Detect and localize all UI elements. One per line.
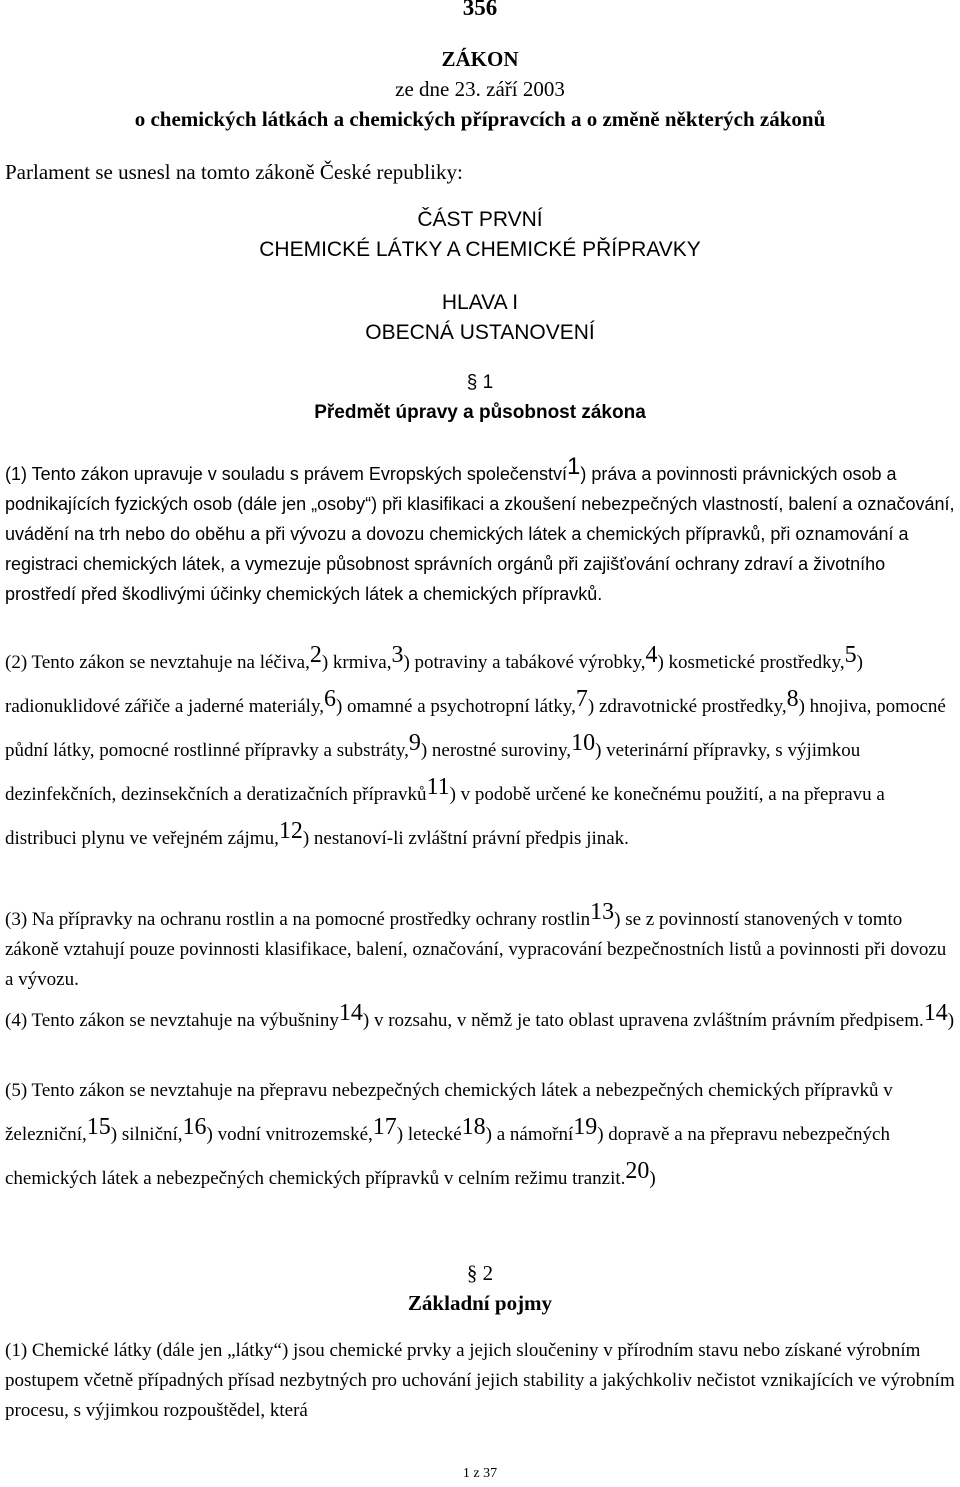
- preamble: Parlament se usnesl na tomto zákoně České republiky:: [5, 160, 463, 184]
- footnote-ref[interactable]: 4: [645, 642, 658, 668]
- footnote-ref[interactable]: 13: [590, 899, 615, 925]
- law-heading: [0, 44, 960, 134]
- footnote-ref[interactable]: 6: [323, 686, 336, 712]
- footnote-ref[interactable]: 7: [575, 686, 588, 712]
- chapter-title: OBECNÁ USTANOVENÍ: [365, 321, 595, 344]
- section-2-heading: [0, 1258, 960, 1318]
- section-1-title: Předmět úpravy a působnost zákona: [314, 402, 646, 423]
- section-1-paragraph-3: (3) Na přípravky na ochranu rostlin a na pomocné prostředky ochrany rostlin13) se z povinností stanovených v tomto zákoně vztahují pouze povinnosti klasifikace, balení, označování, vypracování bezpečnostních listů a povinnosti při dovozu a vývozu.: [5, 899, 947, 990]
- footnote-ref[interactable]: 19: [573, 1114, 598, 1140]
- footnote-ref[interactable]: 18: [461, 1114, 486, 1140]
- footnote-ref[interactable]: 20: [625, 1158, 650, 1184]
- page-footer: 1 z 37: [462, 1466, 498, 1481]
- section-2-number: § 2: [466, 1261, 494, 1285]
- chapter-number: HLAVA I: [441, 291, 519, 314]
- footnote-ref[interactable]: 15: [86, 1114, 111, 1140]
- footnote-ref[interactable]: 11: [426, 774, 450, 800]
- footnote-ref[interactable]: 9: [408, 730, 421, 756]
- section-1-number: § 1: [466, 372, 494, 393]
- part-number: ČÁST PRVNÍ: [417, 208, 543, 231]
- part-heading: [0, 205, 960, 265]
- section-1-paragraph-5: (5) Tento zákon se nevztahuje na přepravu nebezpečných chemických látek a nebezpečných chemických přípravků v železniční,15) silniční,16) vodní vnitrozemské,17) letecké18) a námořní19) dopravě a na přepravu nebezpečných chemických látek a nebezpečných chemických přípravků v celním režimu tranzit.20): [5, 1080, 893, 1189]
- footnote-ref[interactable]: 12: [278, 818, 303, 844]
- footnote-ref[interactable]: 14: [338, 1000, 363, 1026]
- chapter-heading: [0, 288, 960, 348]
- section-1-heading: [0, 368, 960, 428]
- section-1-paragraph-2: (2) Tento zákon se nevztahuje na léčiva,2) krmiva,3) potraviny a tabákové výrobky,4) kosmetické prostředky,5) radionuklidové zářiče a jaderné materiály,6) omamné a psychotropní látky,7) zdravotnické prostředky,8) hnojiva, pomocné půdní látky, pomocné rostlinné přípravky a substráty,9) nerostné suroviny,10) veterinární přípravky, s výjimkou dezinfekčních, dezinsekčních a deratizačních přípravků11) v podobě určené ke konečnému použití, a na přepravu a distribuci plynu ve veřejném zájmu,12) nestanoví-li zvláštní právní předpis jinak.: [5, 642, 946, 849]
- footnote-ref[interactable]: 8: [786, 686, 799, 712]
- footnote-ref[interactable]: 5: [844, 642, 857, 668]
- section-1-paragraph-1: (1) Tento zákon upravuje v souladu s právem Evropských společenství1) práva a povinnosti právnických osob a podnikajících fyzických osob (dále jen „osoby“) při klasifikaci a zkoušení nebezpečných vlastností, balení a označování, uvádění na trh nebo do oběhu a při vývozu a dovozu chemických látek a chemických přípravků, při oznamování a registraci chemických látek, a vymezuje působnost správních orgánů při zajišťování ochrany zdraví a životního prostředí před škodlivými účinky chemických látek a chemických přípravků.: [5, 453, 955, 604]
- footnote-ref[interactable]: 10: [571, 730, 596, 756]
- footnote-ref[interactable]: 14: [923, 1000, 948, 1026]
- section-2-paragraph-1: (1) Chemické látky (dále jen „látky“) jsou chemické prvky a jejich sloučeniny v přírodním stavu nebo získané výrobním postupem včetně případných přísad nezbytných pro uchování jejich stability a jakýchkoliv nečistot vznikajících ve výrobním procesu, s výjimkou rozpouštědel, která: [5, 1340, 955, 1421]
- law-date: ze dne 23. září 2003: [395, 77, 565, 101]
- section-2-title: Základní pojmy: [407, 1291, 553, 1315]
- part-title: CHEMICKÉ LÁTKY A CHEMICKÉ PŘÍPRAVKY: [259, 238, 701, 261]
- law-subject: o chemických látkách a chemických přípravcích a o změně některých zákonů: [134, 107, 826, 131]
- document-number: 356: [462, 0, 498, 20]
- law-title: ZÁKON: [441, 47, 519, 71]
- footnote-ref[interactable]: 3: [391, 642, 404, 668]
- footnote-ref[interactable]: 2: [309, 642, 322, 668]
- footnote-ref[interactable]: 1: [566, 453, 581, 480]
- footnote-ref[interactable]: 17: [372, 1114, 397, 1140]
- footnote-ref[interactable]: 16: [182, 1114, 207, 1140]
- section-1-paragraph-4: (4) Tento zákon se nevztahuje na výbušniny14) v rozsahu, v němž je tato oblast upravena zvláštním právním předpisem.14): [5, 1000, 955, 1031]
